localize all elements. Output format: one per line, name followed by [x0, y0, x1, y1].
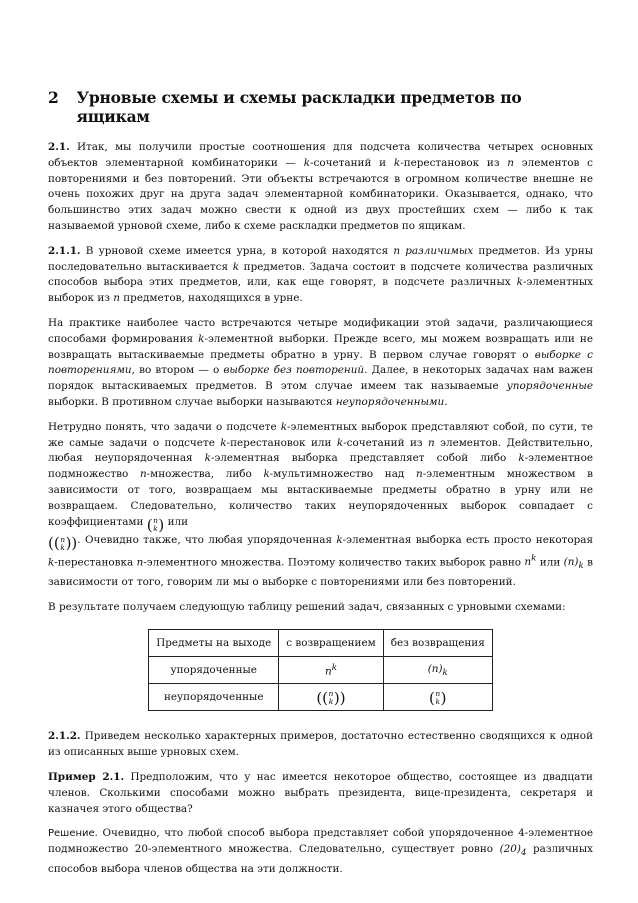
paragraph-2-1-2: 2.1.2. Приведем несколько характерных примеров, достаточно естественно сводящихся к одной из описанных выше урновых схем. — [48, 730, 593, 759]
solution-label: Решение. — [48, 828, 98, 840]
paragraph-label: 2.1.1. — [48, 244, 81, 257]
table-header-cell: Предметы на выходе — [149, 630, 279, 657]
emphasis: неупорядоченными — [335, 395, 445, 408]
table-row — [149, 657, 493, 684]
falling-factorial: $(n)_k$ — [563, 556, 584, 572]
paragraph-selections: Нетрудно понять, что задачи о подсчете k-элементных выборок представляют собой, по сути, те же самые задачи о подсчете k-перестановок или k-сочетаний из n элементов. Действительно, любая неупорядоченная k-элементная выборка представляет собой либо k-элементное подмножество n-множества, либо k-мультимножество над n-элементным множеством в зависимости от того, возвращаем мы вытаскиваемые предметы обратно в урну или не возвращаем. Следовательно, количество таких неупорядоченных выборок совпадает с коэффициентами ( n k ) или (( n k )) . Очевидно также, что любая упорядоченная k-элементная выборка есть просто некоторая k-перестановка n-элементного множества. Поэтому количество таких выборок равно $n^k$ или $(n)_k$ в зависимости от того, говорим ли мы о выборке с повторениями или без повторений. — [48, 420, 594, 588]
table-header-cell: с возвращением — [279, 630, 383, 657]
example-label: Пример 2.1. — [48, 771, 125, 784]
multiset-coefficient: (( n k )) — [316, 688, 346, 707]
urn-schemes-table — [148, 629, 493, 711]
solution: Решение. Очевидно, что любой способ выбора представляет собой упорядоченное 4-элементное подмножество 20-элементного множества. Следовательно, существует ровно $(20)_4$ различных способов выбора членов общества на эти должности. — [48, 827, 593, 876]
table-header-cell: без возвращения — [383, 630, 492, 657]
section-title: Урновые схемы и схемы раскладки предметов по ящикам — [76, 88, 522, 126]
urn-table-wrap — [48, 629, 593, 711]
falling-factorial: $(20)_4$ — [499, 843, 527, 859]
paragraph-2-1: 2.1. Итак, мы получили простые соотношения для подсчета количества четырех основных объектов элементарной комбинаторики — k-сочетаний и k-перестановок из n элементов с повторениями и без повторений. Эти объекты встречаются в огромном количестве внешне не очень похожих друг на друга задач элементарной комбинаторики. Оказывается, однако, что большинство этих задач можно свести к одной из двух простейших схем — либо к так называемой урновой схеме, либо к схеме раскладки предметов по ящикам. — [48, 141, 593, 232]
binomial-coefficient: ( n k ) — [146, 515, 165, 534]
table-cell: упорядоченные — [149, 657, 279, 684]
table-cell — [279, 684, 383, 711]
example-2-1: Пример 2.1. Предположим, что у нас имеется некоторое общество, состоящее из двадцати членов. Сколькими способами можно выбрать президента, вице-президента, секретаря и казначея этого общества? — [48, 771, 593, 815]
emphasis: выборке без повторений — [223, 364, 365, 377]
table-cell: $n^k$ — [279, 657, 383, 684]
binomial-coefficient: ( n k ) — [428, 688, 447, 707]
paragraph-modifications: На практике наиболее часто встречаются четыре модификации этой задачи, различающиеся способами формирования k-элементной выборки. Прежде всего, мы можем возвращать или не возвращать вытаскиваемые предметы обратно в урну. В первом случае говорят о выборке с повторениями, во втором — о выборке без повторений. Далее, в некоторых задачах нам важен порядок вытаскиваемых предметов. В этом случае имеем так называемые упорядоченные выборки. В противном случае выборки называются неупорядоченными. — [48, 316, 593, 408]
paragraph-label: 2.1.2. — [48, 730, 81, 743]
table-cell — [383, 684, 492, 711]
table-header-row — [149, 630, 493, 657]
table-cell: неупорядоченные — [149, 684, 279, 711]
emphasis: различимых — [405, 244, 474, 257]
paragraph-label: 2.1. — [48, 141, 70, 153]
section-heading — [48, 88, 593, 126]
emphasis: упорядоченные — [506, 380, 593, 393]
emphasis: выборке с повторениями — [48, 348, 593, 377]
table-cell: $(n)_k$ — [383, 657, 492, 684]
section-number: 2 — [48, 88, 59, 107]
power-expression: $n^k$ — [524, 553, 537, 568]
table-row — [149, 684, 493, 711]
paragraph-2-1-1: 2.1.1. В урновой схеме имеется урна, в которой находятся n различимых предметов. Из урны последовательно вытаскивается k предметов. Задача состоит в подсчете количества различных способов выбора этих предметов, или, как еще говорят, в подсчете различных k-элементных выборок из n предметов, находящихся в урне. — [48, 244, 593, 305]
multiset-coefficient: (( n k )) — [48, 534, 78, 553]
page-content — [48, 88, 593, 887]
paragraph-table-intro: В результате получаем следующую таблицу решений задач, связанных с урновыми схемами: — [48, 600, 566, 613]
